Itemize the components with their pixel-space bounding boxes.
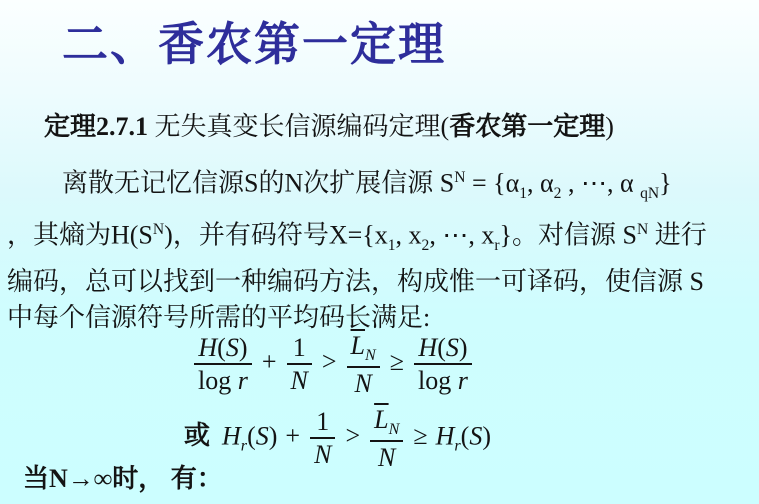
formula-average-code-length-bound: $\frac{H(S)}{\text{log r}}$ + $\frac{1}{N}$ > $\frac{\overline{L}_N}{N}$ ≥ $\frac{H(S)}{\text{log r}}$	[192, 330, 474, 399]
paragraph-line: 中每个信源符号所需的平均码长满足:	[7, 302, 431, 332]
paragraph-line: 离散无记忆信源S的N次扩展信源 $S^N = \{\alpha_1$, $\alpha_2$ , ⋯, α $_{qN}$}	[62, 168, 672, 202]
formula-average-code-length-bound-r-ary: 或 $H_r(S)$ + $\frac{1}{N}$ > $\frac{\overline{L}_N}{N}$ ≥ $H_r(S)$	[184, 405, 492, 472]
slide-title: 二、香农第一定理	[62, 19, 446, 70]
theorem-heading: 定理2.7.1 无失真变长信源编码定理(香农第一定理)	[44, 112, 614, 141]
paragraph-line: 编码，总可以找到一种编码方法，构成惟一可译码，使信源 S	[7, 266, 704, 296]
paragraph-line: ，其熵为$H(S^N)$，并有码符号$X=\{x_1$, $x_2$, ⋯, $x_r$}。对信源 $S^N$ 进行	[7, 220, 707, 254]
body-paragraph	[7, 160, 757, 336]
limit-condition-line: 当N→∞时， 有：	[23, 464, 223, 493]
